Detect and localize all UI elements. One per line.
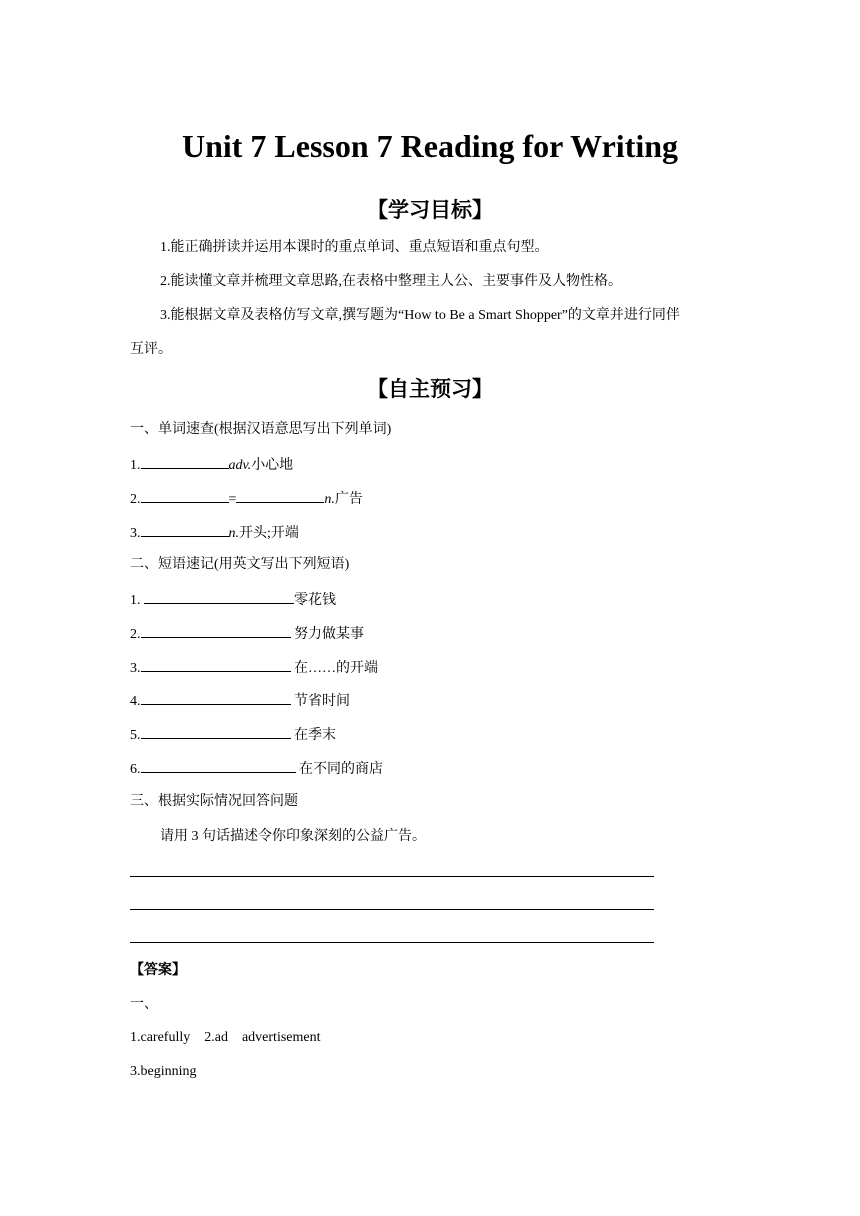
answer-text: advertisement [241,1030,321,1045]
item-number: 3. [130,661,141,676]
answer-blank[interactable] [141,522,229,537]
item-number: 1. [130,458,141,473]
objective-2: 2.能读懂文章并梳理文章思路,在表格中整理主人公、主要事件及人物性格。 [160,274,622,289]
meaning: 零花钱 [294,593,336,608]
answer-blank[interactable] [141,623,291,638]
phrase-item-4 [130,690,350,712]
writing-line-2[interactable] [130,909,654,910]
objective-3-continued: 互评。 [130,342,172,357]
item-number: 2. [130,627,141,642]
vocab-item-3 [130,522,299,544]
answer-text: 2.ad [204,1030,228,1045]
answers-line-1 [130,1028,321,1048]
equals-sign: = [228,492,237,507]
part3-heading: 三、根据实际情况回答问题 [130,794,298,809]
page-title: Unit 7 Lesson 7 Reading for Writing [181,128,679,164]
meaning: 广告 [334,492,363,507]
meaning: 在季末 [290,728,336,743]
answer-blank[interactable] [144,589,294,604]
phrase-item-1 [130,589,336,611]
vocab-item-1 [130,454,293,476]
answer-blank[interactable] [141,758,296,773]
part-of-speech: n. [228,526,239,541]
answers-line-2: 3.beginning [130,1064,197,1079]
answer-blank[interactable] [141,454,229,469]
answers-heading: 【答案】 [130,962,186,978]
part1-heading: 一、单词速查(根据汉语意思写出下列单词) [130,422,392,437]
phrase-item-5 [130,724,336,746]
item-number: 1. [130,593,144,608]
item-number: 5. [130,728,141,743]
item-number: 6. [130,762,141,777]
meaning: 在……的开端 [290,661,378,676]
objective-1: 1.能正确拼读并运用本课时的重点单词、重点短语和重点句型。 [160,240,549,255]
meaning: 努力做某事 [290,627,364,642]
answer-blank[interactable] [141,724,291,739]
meaning: 在不同的商店 [295,762,383,777]
item-number: 4. [130,694,141,709]
writing-line-3[interactable] [130,942,654,943]
part3-prompt: 请用 3 句话描述令你印象深刻的公益广告。 [160,829,426,844]
answer-blank[interactable] [141,488,229,503]
answer-blank[interactable] [141,690,291,705]
answer-text: 1.carefully [130,1030,191,1045]
answer-blank[interactable] [236,488,324,503]
section-title-objectives: 【学习目标】 [367,198,493,222]
meaning: 小心地 [251,458,294,473]
meaning: 开头;开端 [239,526,299,541]
answers-part-label: 一、 [130,997,158,1012]
part-of-speech: n. [324,492,335,507]
answer-blank[interactable] [141,657,291,672]
phrase-item-3 [130,657,378,679]
vocab-item-2 [130,488,363,510]
item-number: 3. [130,526,141,541]
objective-3: 3.能根据文章及表格仿写文章,撰写题为“How to Be a Smart Shopper”的文章并进行同伴 [160,308,680,323]
phrase-item-6 [130,758,383,780]
part-of-speech: adv. [228,458,252,473]
section-title-preview: 【自主预习】 [367,377,493,401]
item-number: 2. [130,492,141,507]
writing-line-1[interactable] [130,876,654,877]
phrase-item-2 [130,623,364,645]
meaning: 节省时间 [290,694,350,709]
part2-heading: 二、短语速记(用英文写出下列短语) [130,557,350,572]
